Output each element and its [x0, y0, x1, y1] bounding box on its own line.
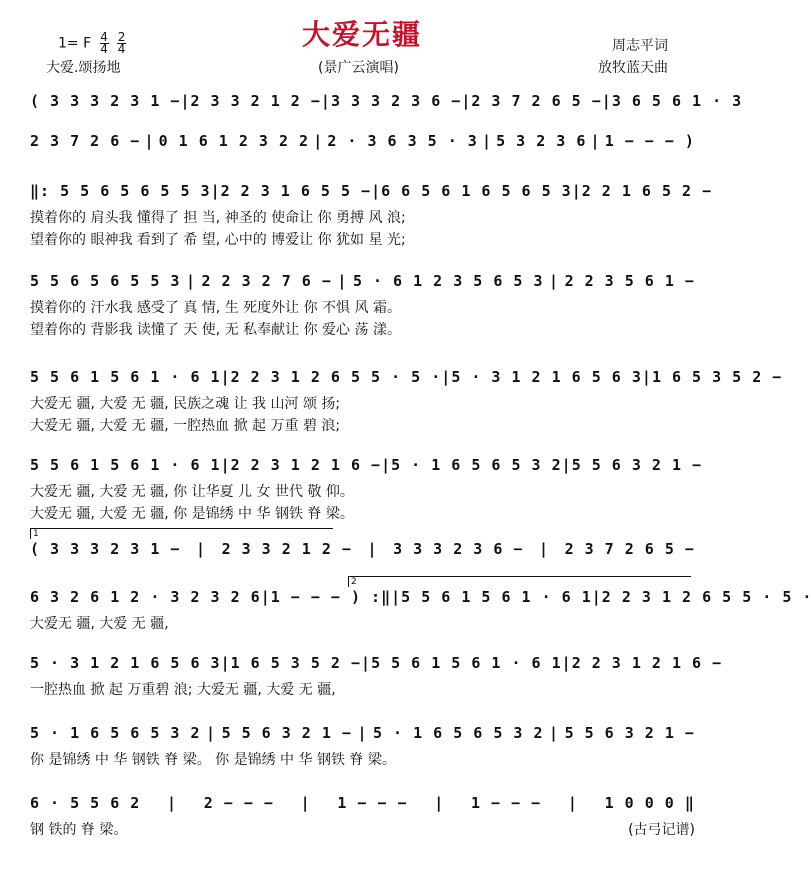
measure: 1 − − − ) :‖ — [270, 588, 392, 606]
score-system — [30, 794, 695, 864]
measure: 6 6 5 6 1 6 5 6 5 3 — [381, 182, 572, 200]
key-label: 1= F — [58, 35, 92, 52]
notation-line — [30, 132, 695, 151]
time-signature-1: $\frac{4}{4}$ — [100, 30, 108, 56]
measure: 5 · 3 1 2 1 6 5 6 3 — [451, 368, 642, 386]
barline: | — [441, 368, 452, 386]
volta-bracket: 1 — [30, 528, 333, 539]
barline: | — [434, 794, 445, 812]
measure: 2 3 7 2 6 − — [30, 132, 141, 150]
measure: 2 2 3 1 6 5 5 − — [220, 182, 372, 200]
measure: 1 − − − — [471, 794, 542, 812]
lyric-line: 大爱无 疆, 大爱 无 疆, 你 让华夏 儿 女 世代 敬 仰。 — [30, 484, 354, 500]
barline: | — [180, 92, 191, 110]
barline: | — [561, 456, 572, 474]
measure: 5 5 6 3 2 1 − — [571, 456, 703, 474]
barline: | — [567, 794, 578, 812]
barline: | — [220, 456, 231, 474]
score-system — [30, 654, 723, 724]
notation-line — [30, 654, 723, 673]
measure: 5 · 1 6 5 6 5 3 2 — [373, 724, 544, 742]
barline: | — [461, 92, 472, 110]
volta-bracket: 2 — [348, 576, 691, 587]
measure: 1 − − − — [337, 794, 408, 812]
measure: 2 3 7 2 6 5 − — [471, 92, 602, 110]
transcriber-credit: (古弓记谱) — [628, 822, 695, 838]
measure: 5 5 6 1 5 6 1 · 6 1 — [30, 456, 221, 474]
score-system — [30, 456, 703, 526]
barline: | — [561, 654, 572, 672]
notation-line — [30, 368, 783, 387]
performance-direction: 大爱.颂扬地 — [46, 60, 121, 76]
measure: 5 5 6 3 2 1 − — [221, 724, 352, 742]
measure: ‖: 5 5 6 5 6 5 5 3 — [30, 182, 211, 200]
barline: | — [371, 182, 382, 200]
barline: | — [601, 92, 612, 110]
barline: | — [320, 92, 331, 110]
barline: | — [571, 182, 582, 200]
lyric-line: 你 是锦绣 中 华 钢铁 脊 梁。 你 是锦绣 中 华 钢铁 脊 梁。 — [30, 752, 396, 768]
notation-line — [30, 588, 812, 607]
barline: | — [641, 368, 652, 386]
barline: | — [361, 654, 372, 672]
score-system — [30, 724, 695, 794]
measure: 2 2 3 1 2 1 6 − — [571, 654, 723, 672]
measure: 0 1 6 1 2 3 2 2 — [158, 132, 310, 150]
measure: 2 3 7 2 6 5 − — [564, 540, 695, 558]
measure: 5 5 6 5 6 5 5 3 — [30, 272, 181, 290]
measure: 1 6 5 3 5 2 − — [230, 654, 362, 672]
notation-line — [30, 794, 695, 813]
measure: 1 0 0 0 ‖ — [604, 794, 695, 812]
measure: 2 2 1 6 5 2 − — [581, 182, 713, 200]
measure: 2 3 3 2 1 2 − — [190, 92, 321, 110]
measure: ( 3 3 3 2 3 1 − — [30, 92, 181, 110]
measure: 5 · 1 6 5 6 5 3 2 — [391, 456, 562, 474]
lyric-line: 望着你的 眼神我 看到了 希 望, 心中的 博爱让 你 犹如 星 光; — [30, 232, 406, 248]
barline: | — [481, 132, 492, 150]
measure: 2 2 3 1 2 1 6 − — [230, 456, 382, 474]
barline: | — [260, 588, 271, 606]
barline: | — [549, 724, 560, 742]
lyric-line: 望着你的 背影我 读懂了 天 使, 无 私奉献让 你 爱心 荡 漾。 — [30, 322, 401, 338]
score-system — [30, 272, 695, 342]
barline: | — [367, 540, 378, 558]
measure: 5 5 6 3 2 1 − — [564, 724, 695, 742]
measure: 1 6 5 3 5 2 − — [651, 368, 783, 386]
song-title: 大爱无疆 — [301, 18, 422, 51]
measure: 3 6 5 6 1 · 3 — [611, 92, 743, 110]
lyric-line: 大爱无 疆, 大爱 无 疆, 民族之魂 让 我 山河 颂 扬; — [30, 396, 341, 412]
measure: 2 2 3 1 2 6 5 5 · 5 · — [230, 368, 442, 386]
measure: 5 5 6 1 5 6 1 · 6 1 — [371, 654, 562, 672]
lyric-line: 摸着你的 汗水我 感受了 真 情, 生 死度外让 你 不惧 风 霜。 — [30, 300, 401, 316]
measure: 5 3 2 3 6 — [496, 132, 587, 150]
barline: | — [206, 724, 217, 742]
barline: | — [591, 588, 602, 606]
barline: | — [357, 724, 368, 742]
score-system — [30, 577, 812, 658]
lyric-line: 大爱无 疆, 大爱 无 疆, 你 是锦绣 中 华 钢铁 脊 梁。 — [30, 506, 354, 522]
score-system — [30, 368, 783, 438]
measure: 2 · 3 6 3 5 · 3 — [327, 132, 478, 150]
measure: 2 3 3 2 1 2 − — [221, 540, 352, 558]
barline: | — [590, 132, 601, 150]
score-system — [30, 182, 713, 252]
lyric-line: 摸着你的 肩头我 懂得了 担 当, 神圣的 使命让 你 勇搏 风 浪; — [30, 210, 406, 226]
notation-line — [30, 272, 695, 291]
lyric-line: 大爱无 疆, 大爱 无 疆, 一腔热血 掀 起 万重 碧 浪; — [30, 418, 341, 434]
notation-line — [30, 540, 695, 559]
barline: | — [185, 272, 196, 290]
key-signature — [58, 32, 126, 55]
barline: | — [391, 588, 402, 606]
barline: | — [196, 540, 207, 558]
lyric-line: 一腔热血 掀 起 万重碧 浪; 大爱无 疆, 大爱 无 疆, — [30, 682, 336, 698]
barline: | — [313, 132, 324, 150]
measure: 3 3 3 2 3 6 − — [393, 540, 524, 558]
measure: 2 2 3 1 2 6 5 5 · 5 · — [601, 588, 812, 606]
composer-credit: 放牧蓝天曲 — [598, 60, 668, 76]
barline: | — [300, 794, 311, 812]
barline: | — [337, 272, 348, 290]
measure: ( 3 3 3 2 3 1 − — [30, 540, 181, 558]
notation-line — [30, 456, 703, 475]
barline: | — [220, 368, 231, 386]
measure: 2 − − − — [203, 794, 274, 812]
lyric-line: 钢 铁的 脊 梁。 — [30, 822, 128, 838]
barline: | — [144, 132, 155, 150]
measure: 5 5 6 1 5 6 1 · 6 1 — [30, 368, 221, 386]
barline: | — [549, 272, 560, 290]
notation-line — [30, 92, 743, 111]
notation-line — [30, 724, 695, 743]
notation-line — [30, 182, 713, 201]
measure: 2 2 3 2 7 6 − — [201, 272, 332, 290]
measure: 3 3 3 2 3 6 − — [330, 92, 462, 110]
measure: 2 2 3 5 6 1 − — [564, 272, 695, 290]
measure: 5 · 1 6 5 6 5 3 2 — [30, 724, 201, 742]
barline: | — [220, 654, 231, 672]
singer-credit: (景广云演唱) — [318, 60, 399, 76]
barline: | — [539, 540, 550, 558]
lyric-line: 大爱无 疆, 大爱 无 疆, — [30, 616, 169, 632]
barline: | — [167, 794, 178, 812]
measure: 5 · 3 1 2 1 6 5 6 3 — [30, 654, 221, 672]
time-signature-2: $\frac{2}{4}$ — [117, 30, 126, 56]
barline: | — [381, 456, 392, 474]
measure: 5 5 6 1 5 6 1 · 6 1 — [401, 588, 592, 606]
measure: 6 3 2 6 1 2 · 3 2 3 2 6 — [30, 588, 261, 606]
measure: 6 · 5 5 6 2 — [30, 794, 141, 812]
measure: 5 · 6 1 2 3 5 6 5 3 — [352, 272, 544, 290]
barline: | — [210, 182, 221, 200]
lyricist-credit: 周志平词 — [612, 38, 668, 54]
measure: 1 − − − ) — [604, 132, 695, 150]
